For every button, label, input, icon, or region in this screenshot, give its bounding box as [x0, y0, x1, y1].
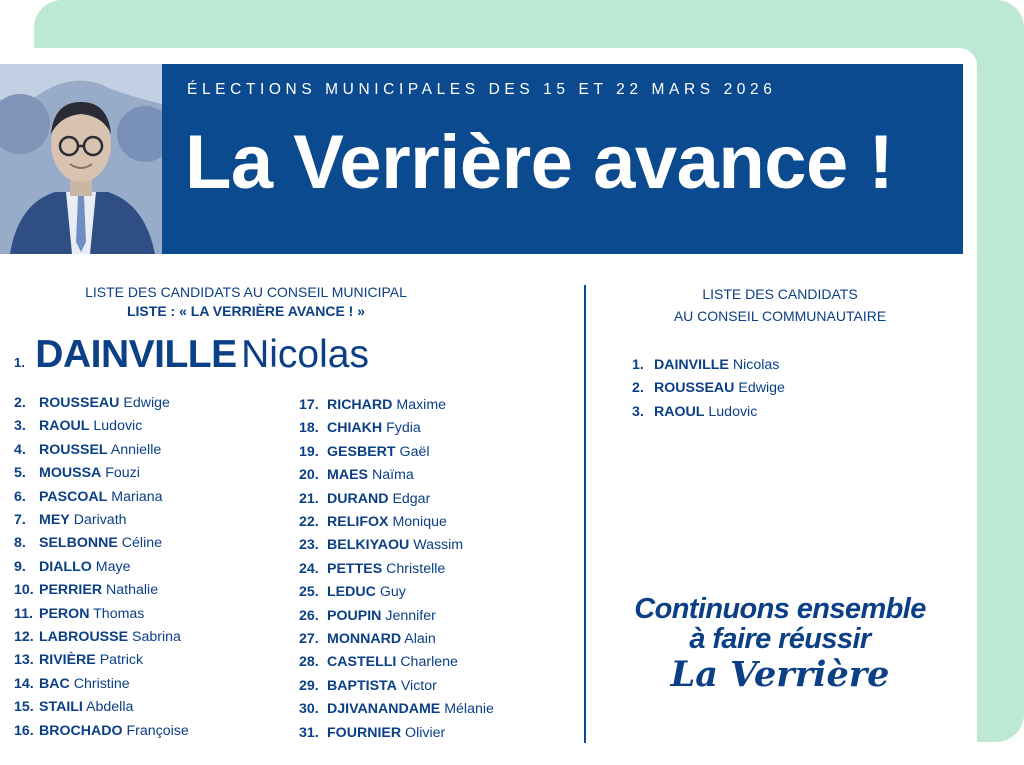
list-item: 28. CASTELLI Charlene — [299, 654, 458, 671]
list-item: 16. BROCHADO Françoise — [14, 722, 189, 739]
list-item: 24. PETTES Christelle — [299, 560, 446, 577]
head-candidate-lastname: DAINVILLE — [35, 333, 237, 376]
list-item: 26. POUPIN Jennifer — [299, 607, 436, 624]
list-item: 27. MONNARD Alain — [299, 631, 436, 647]
candidate-photo — [0, 64, 162, 254]
list-item: 9. DIALLO Maye — [14, 558, 131, 575]
slogan-line2: à faire réussir — [689, 623, 871, 655]
list-item: 20. MAES Naïma — [299, 467, 414, 484]
list-item: 6. PASCOAL Mariana — [14, 488, 163, 505]
candidate-portrait-icon — [0, 64, 162, 254]
municipal-header-line2: LISTE : « LA VERRIÈRE AVANCE ! » — [126, 303, 366, 319]
communautaire-header-line1: LISTE DES CANDIDATS — [702, 286, 858, 302]
list-item: 25. LEDUC Guy — [299, 584, 406, 601]
list-item: 1. DAINVILLE Nicolas — [632, 357, 780, 373]
head-candidate-number: 1. — [14, 355, 25, 370]
list-item: 8. SELBONNE Céline — [14, 535, 163, 552]
list-item: 22. RELIFOX Monique — [299, 514, 447, 530]
list-item: 19. GESBERT Gaël — [299, 443, 430, 460]
head-candidate-firstname: Nicolas — [241, 333, 369, 376]
list-item: 10. PERRIER Nathalie — [14, 582, 159, 599]
list-item: 29. BAPTISTA Victor — [299, 677, 437, 694]
list-item: 7. MEY Darivath — [14, 512, 127, 528]
column-divider — [584, 285, 586, 743]
list-item: 23. BELKIYAOU Wassim — [299, 537, 464, 554]
list-item: 12. LABROUSSE Sabrina — [14, 629, 181, 645]
list-item: 4. ROUSSEL Annielle — [14, 441, 162, 458]
list-item: 14. BAC Christine — [14, 675, 130, 692]
municipal-header-line1: LISTE DES CANDIDATS AU CONSEIL MUNICIPAL — [85, 284, 407, 300]
list-item: 5. MOUSSA Fouzi — [14, 465, 140, 482]
list-item: 17. RICHARD Maxime — [299, 397, 447, 413]
list-item: 30. DJIVANANDAME Mélanie — [299, 701, 494, 718]
slogan — [600, 594, 960, 696]
municipal-list-header — [60, 283, 432, 321]
list-item: 21. DURAND Edgar — [299, 490, 431, 507]
election-dates-subtitle: ÉLECTIONS MUNICIPALES DES 15 ET 22 MARS 2026 — [187, 81, 777, 98]
list-item: 15. STAILI Abdella — [14, 699, 134, 716]
head-candidate — [14, 333, 369, 377]
list-item: 18. CHIAKH Fydia — [299, 420, 421, 437]
list-item: 2. ROUSSEAU Edwige — [632, 380, 785, 397]
title-banner — [162, 64, 963, 254]
list-item: 3. RAOUL Ludovic — [632, 403, 758, 420]
communautaire-list-header — [622, 283, 938, 327]
list-item: 3. RAOUL Ludovic — [14, 418, 143, 435]
banner-title: La Verrière avance ! — [185, 120, 894, 205]
slogan-line1: Continuons ensemble — [634, 593, 926, 625]
slogan-line3: La Verrière — [670, 654, 890, 695]
list-item: 11. PERON Thomas — [14, 605, 145, 622]
list-item: 31. FOURNIER Olivier — [299, 724, 446, 741]
list-item: 2. ROUSSEAU Edwige — [14, 395, 170, 411]
list-item: 13. RIVIÈRE Patrick — [14, 652, 144, 669]
communautaire-header-line2: AU CONSEIL COMMUNAUTAIRE — [673, 308, 887, 324]
